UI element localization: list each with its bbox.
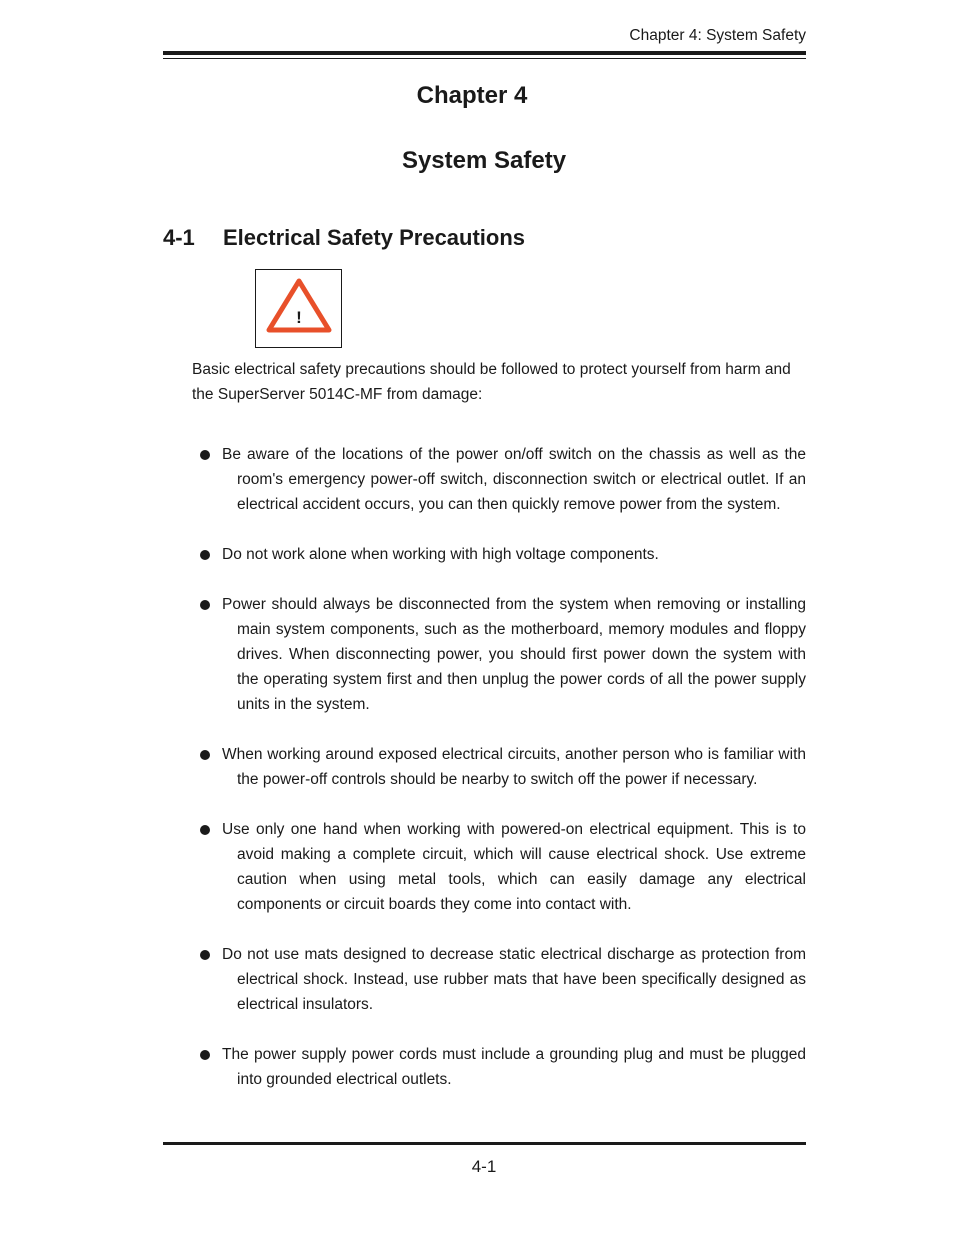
precautions-list: [195, 442, 806, 1092]
section-number: 4-1: [163, 225, 195, 250]
list-item-text: The power supply power cords must include a grounding plug and must be plugged into grounded electrical outlets.: [222, 1046, 806, 1088]
list-item: [195, 742, 806, 792]
list-item-text: Use only one hand when working with powered-on electrical equipment. This is to avoid making a complete circuit, which will cause electrical shock. Use extreme caution when using metal tools, which can easily damage any electrical components or circuit boards they come into contact with.: [222, 821, 806, 913]
chapter-title: Chapter 4: [416, 82, 528, 109]
bullet-icon: [200, 450, 210, 460]
footer-rule: [163, 1142, 806, 1145]
list-item-text: Power should always be disconnected from the system when removing or installing main system components, such as the motherboard, memory modules and floppy drives. When disconnecting power, you should first power down the system with the operating system first and then unplug the power cords of all the power supply units in the system.: [222, 596, 806, 713]
list-item-text: Do not use mats designed to decrease static electrical discharge as protection from electrical shock. Instead, use rubber mats that have been specifically designed as electrical insulators.: [222, 946, 806, 1013]
list-item: [195, 817, 806, 917]
running-header: Chapter 4: System Safety: [629, 27, 806, 44]
chapter-subtitle: System Safety: [401, 147, 567, 174]
header-rule-thin: [163, 58, 806, 59]
bullet-icon: [200, 1050, 210, 1060]
bullet-icon: [200, 750, 210, 760]
list-item: [195, 542, 806, 567]
bullet-icon: [200, 825, 210, 835]
warning-box: [255, 269, 342, 348]
bullet-icon: [200, 600, 210, 610]
bullet-icon: [200, 950, 210, 960]
list-item: [195, 1042, 806, 1092]
bullet-icon: [200, 550, 210, 560]
warning-symbol: !: [296, 308, 302, 327]
list-item: [195, 942, 806, 1017]
page-number: 4-1: [471, 1157, 497, 1176]
list-item-text: When working around exposed electrical circuits, another person who is familiar with the power-off controls should be nearby to switch off the power if necessary.: [222, 746, 806, 788]
list-item-text: Do not work alone when working with high voltage components.: [222, 546, 659, 563]
warning-triangle-icon: [265, 276, 333, 334]
list-item: [195, 442, 806, 517]
header-rule-thick: [163, 51, 806, 55]
intro-paragraph: Basic electrical safety precautions should be followed to protect yourself from harm and the SuperServer 5014C-MF from damage:: [192, 361, 791, 403]
section-title: Electrical Safety Precautions: [223, 225, 526, 250]
list-item: [195, 592, 806, 717]
list-item-text: Be aware of the locations of the power on/off switch on the chassis as well as the room's emergency power-off switch, disconnection switch or electrical outlet. If an electrical accident occurs, you can then quickly remove power from the system.: [222, 446, 806, 513]
section-heading: [163, 225, 525, 251]
